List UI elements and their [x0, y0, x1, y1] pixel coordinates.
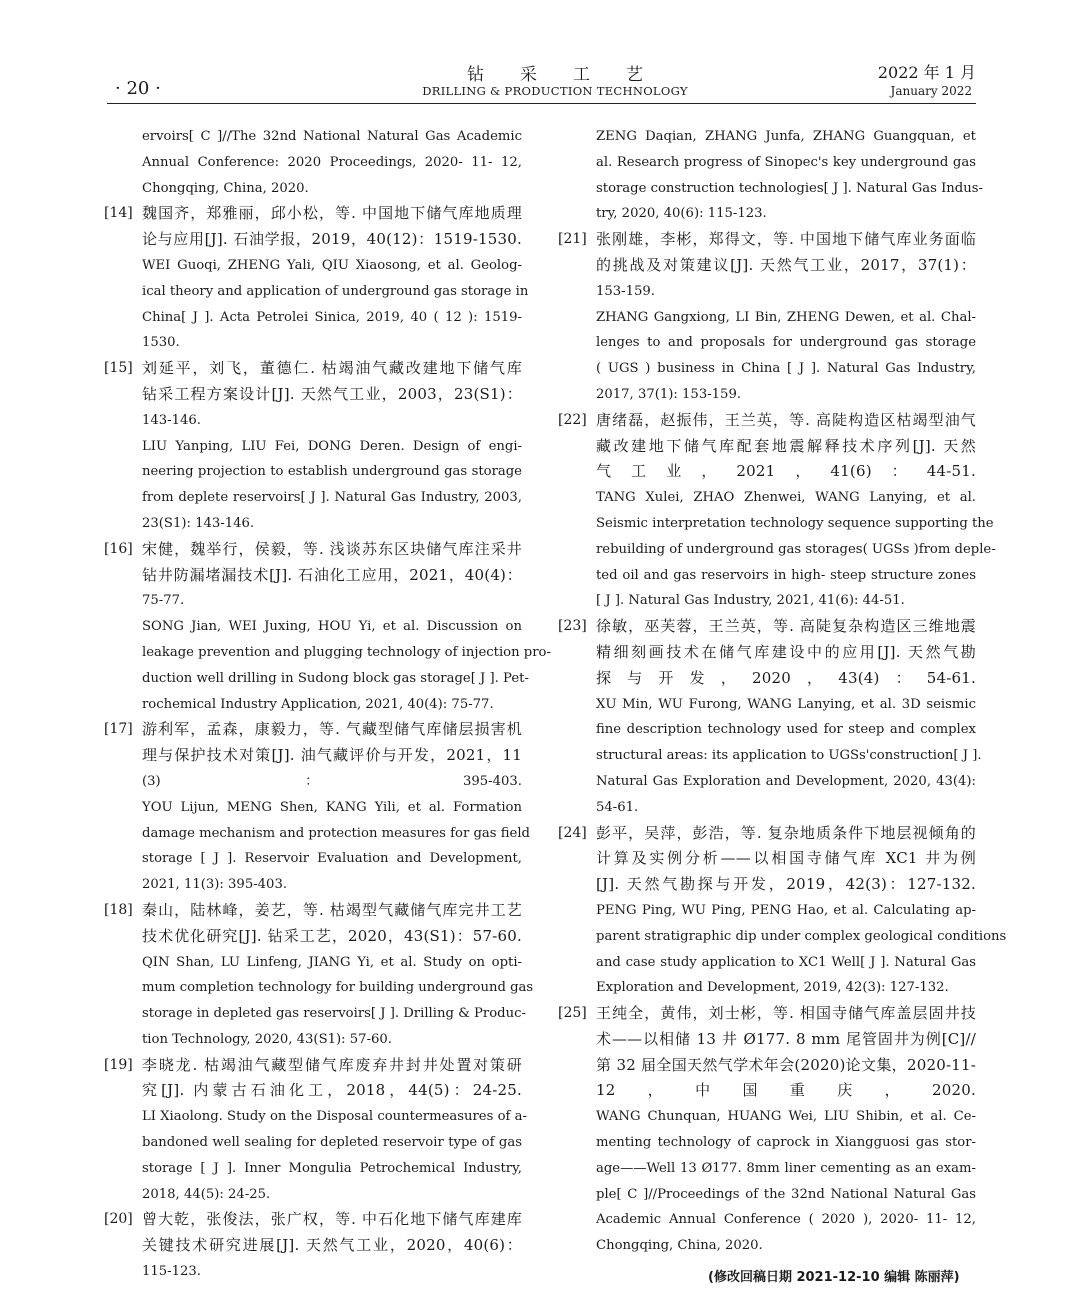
reference-text: 魏国齐，郑雅丽，邱小松，等. 中国地下储气库地质理 — [142, 204, 522, 223]
reference-line — [558, 1078, 976, 1104]
reference-line — [558, 1182, 976, 1208]
reference-line — [558, 821, 976, 847]
reference-entry — [104, 1207, 522, 1284]
reference-line — [104, 1182, 522, 1208]
reference-line — [104, 124, 522, 150]
reference-line — [558, 176, 983, 202]
reference-line — [104, 382, 522, 408]
reference-line — [104, 640, 551, 666]
reference-line — [558, 434, 976, 460]
reference-line — [104, 950, 522, 976]
reference-text: [J]. 天然气勘探与开发，2019，42(3)：127-132. — [596, 875, 976, 894]
reference-line — [558, 330, 976, 356]
reference-line — [558, 511, 994, 537]
reference-line — [558, 563, 976, 589]
reference-text: tion Technology, 2020, 43(S1): 57-60. — [142, 1031, 392, 1047]
reference-text: Chongqing, China, 2020. — [596, 1238, 763, 1254]
reference-number: [20] — [104, 1211, 133, 1228]
reference-text: storage [ J ]. Reservoir Evaluation and Development, — [142, 851, 522, 867]
reference-line — [104, 1053, 522, 1079]
reference-line — [558, 1053, 976, 1079]
reference-text: 技术优化研究[J]. 钻采工艺，2020，43(S1)：57-60. — [142, 926, 522, 945]
reference-number: [14] — [104, 205, 133, 222]
reference-text: ervoirs[ C ]//The 32nd National Natural Gas Academic — [142, 129, 522, 144]
reference-text: lenges to and proposals for underground gas storage — [596, 335, 976, 351]
reference-line — [104, 279, 529, 305]
reference-number: [18] — [104, 901, 133, 918]
reference-number: [25] — [558, 1005, 587, 1022]
reference-line — [104, 408, 522, 434]
reference-line — [558, 1233, 976, 1259]
reference-line — [558, 795, 976, 821]
reference-line — [104, 150, 522, 176]
reference-line — [104, 485, 522, 511]
reference-number: [16] — [104, 540, 133, 557]
reference-number: [19] — [104, 1056, 133, 1073]
reference-text: WEI Guoqi, ZHENG Yali, QIU Xiaosong, et al. Geolog- — [142, 257, 522, 273]
reference-text: TANG Xulei, ZHAO Zhenwei, WANG Lanying, et al. — [596, 490, 976, 506]
reference-text: Academic Annual Conference ( 2020 ), 2020- 11- 12, — [596, 1212, 976, 1228]
reference-text: ZENG Daqian, ZHANG Junfa, ZHANG Guangquan, et — [596, 129, 976, 144]
reference-text: 究[J]. 内蒙古石油化工，2018，44(5)：24-25. — [142, 1081, 522, 1100]
reference-line — [104, 253, 522, 279]
reference-entry — [104, 201, 529, 356]
reference-text: 秦山，陆林峰，姜艺，等. 枯竭型气藏储气库完井工艺 — [142, 900, 522, 919]
reference-entry — [104, 1053, 527, 1208]
reference-line — [558, 666, 976, 692]
reference-text: 张刚雄，李彬，郑得文，等. 中国地下储气库业务面临 — [596, 230, 976, 249]
reference-line — [558, 614, 976, 640]
reference-line — [558, 898, 976, 924]
reference-text: rochemical Industry Application, 2021, 40(4): 75-77. — [142, 696, 494, 712]
reference-line — [104, 795, 522, 821]
reference-text: 75-77. — [142, 593, 185, 609]
reference-line — [558, 459, 976, 485]
left-reference-column — [104, 124, 551, 1285]
reference-text: 理与保护技术对策[J]. 油气藏评价与开发，2021，11 — [142, 746, 522, 765]
reference-line — [104, 872, 522, 898]
reference-text: Annual Conference: 2020 Proceedings, 2020- 11- 12, — [142, 154, 522, 170]
reference-number: [21] — [558, 231, 587, 248]
reference-text: Chongqing, China, 2020. — [142, 180, 309, 196]
reference-line — [558, 279, 976, 305]
reference-text: 钻采工程方案设计[J]. 天然气工业，2003，23(S1)： — [142, 384, 522, 403]
reference-line — [558, 743, 982, 769]
reference-line — [104, 511, 522, 537]
reference-line — [558, 305, 976, 331]
reference-line — [558, 1001, 976, 1027]
reference-text: LIU Yanping, LIU Fei, DONG Deren. Design of engi- — [142, 438, 522, 454]
reference-line — [104, 356, 522, 382]
reference-text: ple[ C ]//Proceedings of the 32nd National Natural Gas — [596, 1186, 976, 1202]
reference-text: 曾大乾，张俊法，张广权，等. 中石化地下储气库建库 — [142, 1210, 522, 1229]
issue-date-en: January 2022 — [890, 84, 972, 98]
revision-editor-note: (修改回稿日期 2021-12-10 编辑 陈丽萍) — [708, 1270, 960, 1285]
reference-text: 唐绪磊，赵振伟，王兰英，等. 高陡构造区枯竭型油气 — [596, 410, 976, 429]
reference-line — [558, 975, 976, 1001]
reference-line — [104, 1259, 522, 1285]
reference-line — [104, 1156, 522, 1182]
reference-line — [104, 614, 522, 640]
reference-entry — [104, 898, 534, 1053]
journal-title-cn: 钻采工艺 — [467, 65, 679, 85]
reference-line — [104, 846, 522, 872]
reference-line — [558, 588, 976, 614]
reference-text: 的挑战及对策建议[J]. 天然气工业，2017，37(1)： — [596, 255, 976, 274]
reference-number: [24] — [558, 824, 587, 841]
reference-text: 关键技术研究进展[J]. 天然气工业，2020，40(6)： — [142, 1236, 522, 1255]
reference-entry — [558, 1001, 976, 1259]
reference-line — [104, 537, 522, 563]
reference-line — [104, 1130, 522, 1156]
reference-entry — [558, 124, 983, 227]
reference-line — [104, 692, 522, 718]
reference-line — [558, 717, 976, 743]
reference-line — [558, 124, 976, 150]
reference-text: 气工业，2021，41(6)：44-51. — [596, 462, 976, 481]
reference-text: 宋健，魏举行，侯毅，等. 浅谈苏东区块储气库注采井 — [142, 539, 522, 558]
reference-text: 藏改建地下储气库配套地震解释技术序列[J]. 天然 — [596, 436, 976, 455]
reference-line — [558, 769, 976, 795]
page-header — [0, 0, 1080, 110]
reference-line — [104, 717, 522, 743]
reference-number: [23] — [558, 618, 587, 635]
reference-entry — [104, 124, 522, 201]
reference-text: from deplete reservoirs[ J ]. Natural Gas Industry, 2003, — [142, 490, 522, 506]
reference-text: 徐敏，巫芙蓉，王兰英，等. 高陡复杂构造区三维地震 — [596, 617, 976, 636]
reference-entry — [104, 717, 530, 898]
reference-text: age——Well 13 Ø177. 8mm liner cementing as an exam- — [596, 1160, 976, 1176]
reference-line — [104, 743, 522, 769]
reference-line — [558, 846, 976, 872]
reference-text: China[ J ]. Acta Petrolei Sinica, 2019, 40 ( 12 ): 1519- — [142, 309, 522, 325]
reference-line — [104, 201, 522, 227]
reference-text: parent stratigraphic dip under complex geological conditions — [596, 928, 1007, 944]
reference-text: 2021, 11(3): 395-403. — [142, 877, 288, 893]
reference-text: leakage prevention and plugging technology of injection pro- — [142, 644, 551, 660]
reference-number: [22] — [558, 411, 587, 428]
reference-line — [558, 408, 976, 434]
reference-line — [104, 459, 522, 485]
reference-line — [558, 201, 976, 227]
reference-text: ( UGS ) business in China [ J ]. Natural Gas Industry, — [596, 361, 976, 377]
reference-line — [558, 1156, 976, 1182]
reference-text: and case study application to XC1 Well[ J ]. Natural Gas — [596, 954, 976, 970]
reference-text: PENG Ping, WU Ping, PENG Hao, et al. Calculating ap- — [596, 902, 976, 918]
reference-line — [558, 1130, 976, 1156]
reference-text: Natural Gas Exploration and Development, 2020, 43(4): — [596, 773, 976, 789]
reference-text: 12，中国重庆，2020. — [596, 1081, 976, 1100]
reference-line — [558, 1207, 976, 1233]
reference-number: [15] — [104, 360, 133, 377]
reference-text: structural areas: its application to UGSs'construction[ J ]. — [596, 748, 982, 764]
reference-number: [17] — [104, 721, 133, 738]
reference-text: storage in depleted gas reservoirs[ J ]. Drilling & Produc- — [142, 1006, 526, 1022]
reference-line — [104, 924, 522, 950]
reference-entry — [558, 408, 996, 614]
reference-text: 2017, 37(1): 153-159. — [596, 386, 742, 402]
reference-text: LI Xiaolong. Study on the Disposal countermeasures of a- — [142, 1109, 527, 1125]
reference-text: 李晓龙. 枯竭油气藏型储气库废弃井封井处置对策研 — [142, 1055, 522, 1074]
reference-line — [558, 382, 976, 408]
reference-line — [104, 588, 522, 614]
reference-line — [558, 950, 976, 976]
reference-text: bandoned well sealing for depleted reservoir type of gas — [142, 1135, 522, 1151]
reference-text: 钻井防漏堵漏技术[J]. 石油化工应用，2021，40(4)： — [142, 565, 522, 584]
reference-line — [558, 924, 1007, 950]
reference-line — [104, 1207, 522, 1233]
reference-line — [558, 227, 976, 253]
reference-text: 术——以相储 13 井 Ø177. 8 mm 尾管固井为例[C]// — [596, 1029, 976, 1048]
reference-line — [104, 975, 534, 1001]
reference-text: 刘延平，刘飞，董德仁. 枯竭油气藏改建地下储气库 — [142, 359, 522, 378]
reference-line — [104, 1001, 526, 1027]
reference-line — [558, 1104, 976, 1130]
reference-text: mum completion technology for building underground gas — [142, 980, 534, 996]
reference-entry — [104, 537, 551, 718]
reference-text: 游利军，孟森，康毅力，等. 气藏型储气库储层损害机 — [142, 720, 522, 739]
reference-text: XU Min, WU Furong, WANG Lanying, et al. 3D seismic — [596, 696, 976, 712]
reference-text: 第 32 届全国天然气学术年会(2020)论文集，2020-11- — [596, 1055, 976, 1074]
journal-title-en: DRILLING & PRODUCTION TECHNOLOGY — [422, 84, 688, 98]
reference-line — [558, 537, 996, 563]
reference-text: 论与应用[J]. 石油学报，2019，40(12)：1519-1530. — [142, 230, 522, 249]
reference-text: 精细刻画技术在储气库建设中的应用[J]. 天然气勘 — [596, 642, 976, 661]
reference-text: SONG Jian, WEI Juxing, HOU Yi, et al. Discussion on — [142, 619, 522, 635]
reference-text: duction well drilling in Sudong block gas storage[ J ]. Pet- — [142, 670, 529, 686]
reference-text: ted oil and gas reservoirs in high- steep structure zones — [596, 567, 976, 583]
reference-line — [104, 769, 522, 795]
reference-text: YOU Lijun, MENG Shen, KANG Yili, et al. Formation — [142, 799, 522, 815]
reference-line — [104, 434, 522, 460]
reference-entry — [558, 227, 976, 408]
reference-line — [104, 1027, 522, 1053]
reference-line — [104, 176, 522, 202]
reference-text: 115-123. — [142, 1264, 201, 1280]
reference-line — [558, 692, 976, 718]
reference-text: WANG Chunquan, HUANG Wei, LIU Shibin, et al. Ce- — [596, 1109, 976, 1125]
reference-line — [104, 821, 530, 847]
reference-line — [558, 640, 976, 666]
reference-entry — [558, 821, 1007, 1002]
reference-line — [104, 305, 522, 331]
reference-text: 54-61. — [596, 799, 639, 815]
reference-text: ZHANG Gangxiong, LI Bin, ZHENG Dewen, et al. Chal- — [596, 309, 976, 325]
reference-line — [104, 227, 522, 253]
issue-date-cn: 2022 年 1 月 — [877, 63, 976, 82]
reference-line — [558, 150, 976, 176]
reference-text: storage construction technologies[ J ]. Natural Gas Indus- — [596, 180, 983, 196]
reference-text: ical theory and application of underground gas storage in — [142, 283, 529, 299]
reference-text: try, 2020, 40(6): 115-123. — [596, 206, 767, 222]
reference-line — [558, 872, 976, 898]
reference-line — [104, 1078, 522, 1104]
right-reference-column — [558, 124, 1007, 1259]
reference-text: QIN Shan, LU Linfeng, JIANG Yi, et al. Study on opti- — [142, 954, 522, 970]
header-rule — [107, 103, 976, 104]
reference-text: neering projection to establish underground gas storage — [142, 464, 522, 480]
reference-text: 王纯全，黄伟，刘士彬，等. 相国寺储气库盖层固井技 — [596, 1004, 976, 1023]
reference-text: 153-159. — [596, 283, 655, 299]
reference-text: 计算及实例分析——以相国寺储气库 XC1 井为例 — [596, 849, 976, 868]
reference-line — [104, 666, 529, 692]
reference-text: menting technology of caprock in Xiangguosi gas stor- — [596, 1135, 976, 1151]
reference-line — [558, 1027, 976, 1053]
reference-text: 143-146. — [142, 412, 201, 428]
reference-line — [104, 1104, 527, 1130]
reference-text: storage [ J ]. Inner Mongulia Petrochemical Industry, — [142, 1160, 522, 1176]
reference-text: [ J ]. Natural Gas Industry, 2021, 41(6): 44-51. — [596, 593, 905, 609]
reference-text: 彭平，吴萍，彭浩，等. 复杂地质条件下地层视倾角的 — [596, 823, 976, 842]
reference-line — [104, 898, 522, 924]
reference-line — [558, 485, 976, 511]
reference-text: 23(S1): 143-146. — [142, 515, 255, 531]
reference-text: rebuilding of underground gas storages( UGSs )from deple- — [596, 541, 996, 557]
page-number: · 20 · — [115, 78, 161, 99]
reference-line — [104, 563, 522, 589]
reference-entry — [104, 356, 522, 537]
reference-line — [104, 330, 522, 356]
reference-text: (3)：395-403. — [142, 773, 522, 789]
reference-text: Exploration and Development, 2019, 42(3): 127-132. — [596, 980, 949, 996]
reference-line — [104, 1233, 522, 1259]
reference-text: Seismic interpretation technology sequence supporting the — [596, 515, 994, 531]
reference-text: 探与开发，2020，43(4)：54-61. — [596, 668, 976, 687]
reference-entry — [558, 614, 982, 820]
reference-text: fine description technology used for steep and complex — [596, 722, 976, 738]
reference-text: damage mechanism and protection measures for gas field — [142, 825, 530, 841]
reference-text: al. Research progress of Sinopec's key underground gas — [596, 154, 976, 170]
reference-line — [558, 253, 976, 279]
reference-text: 1530. — [142, 335, 180, 351]
reference-text: 2018, 44(5): 24-25. — [142, 1186, 271, 1202]
reference-line — [558, 356, 976, 382]
